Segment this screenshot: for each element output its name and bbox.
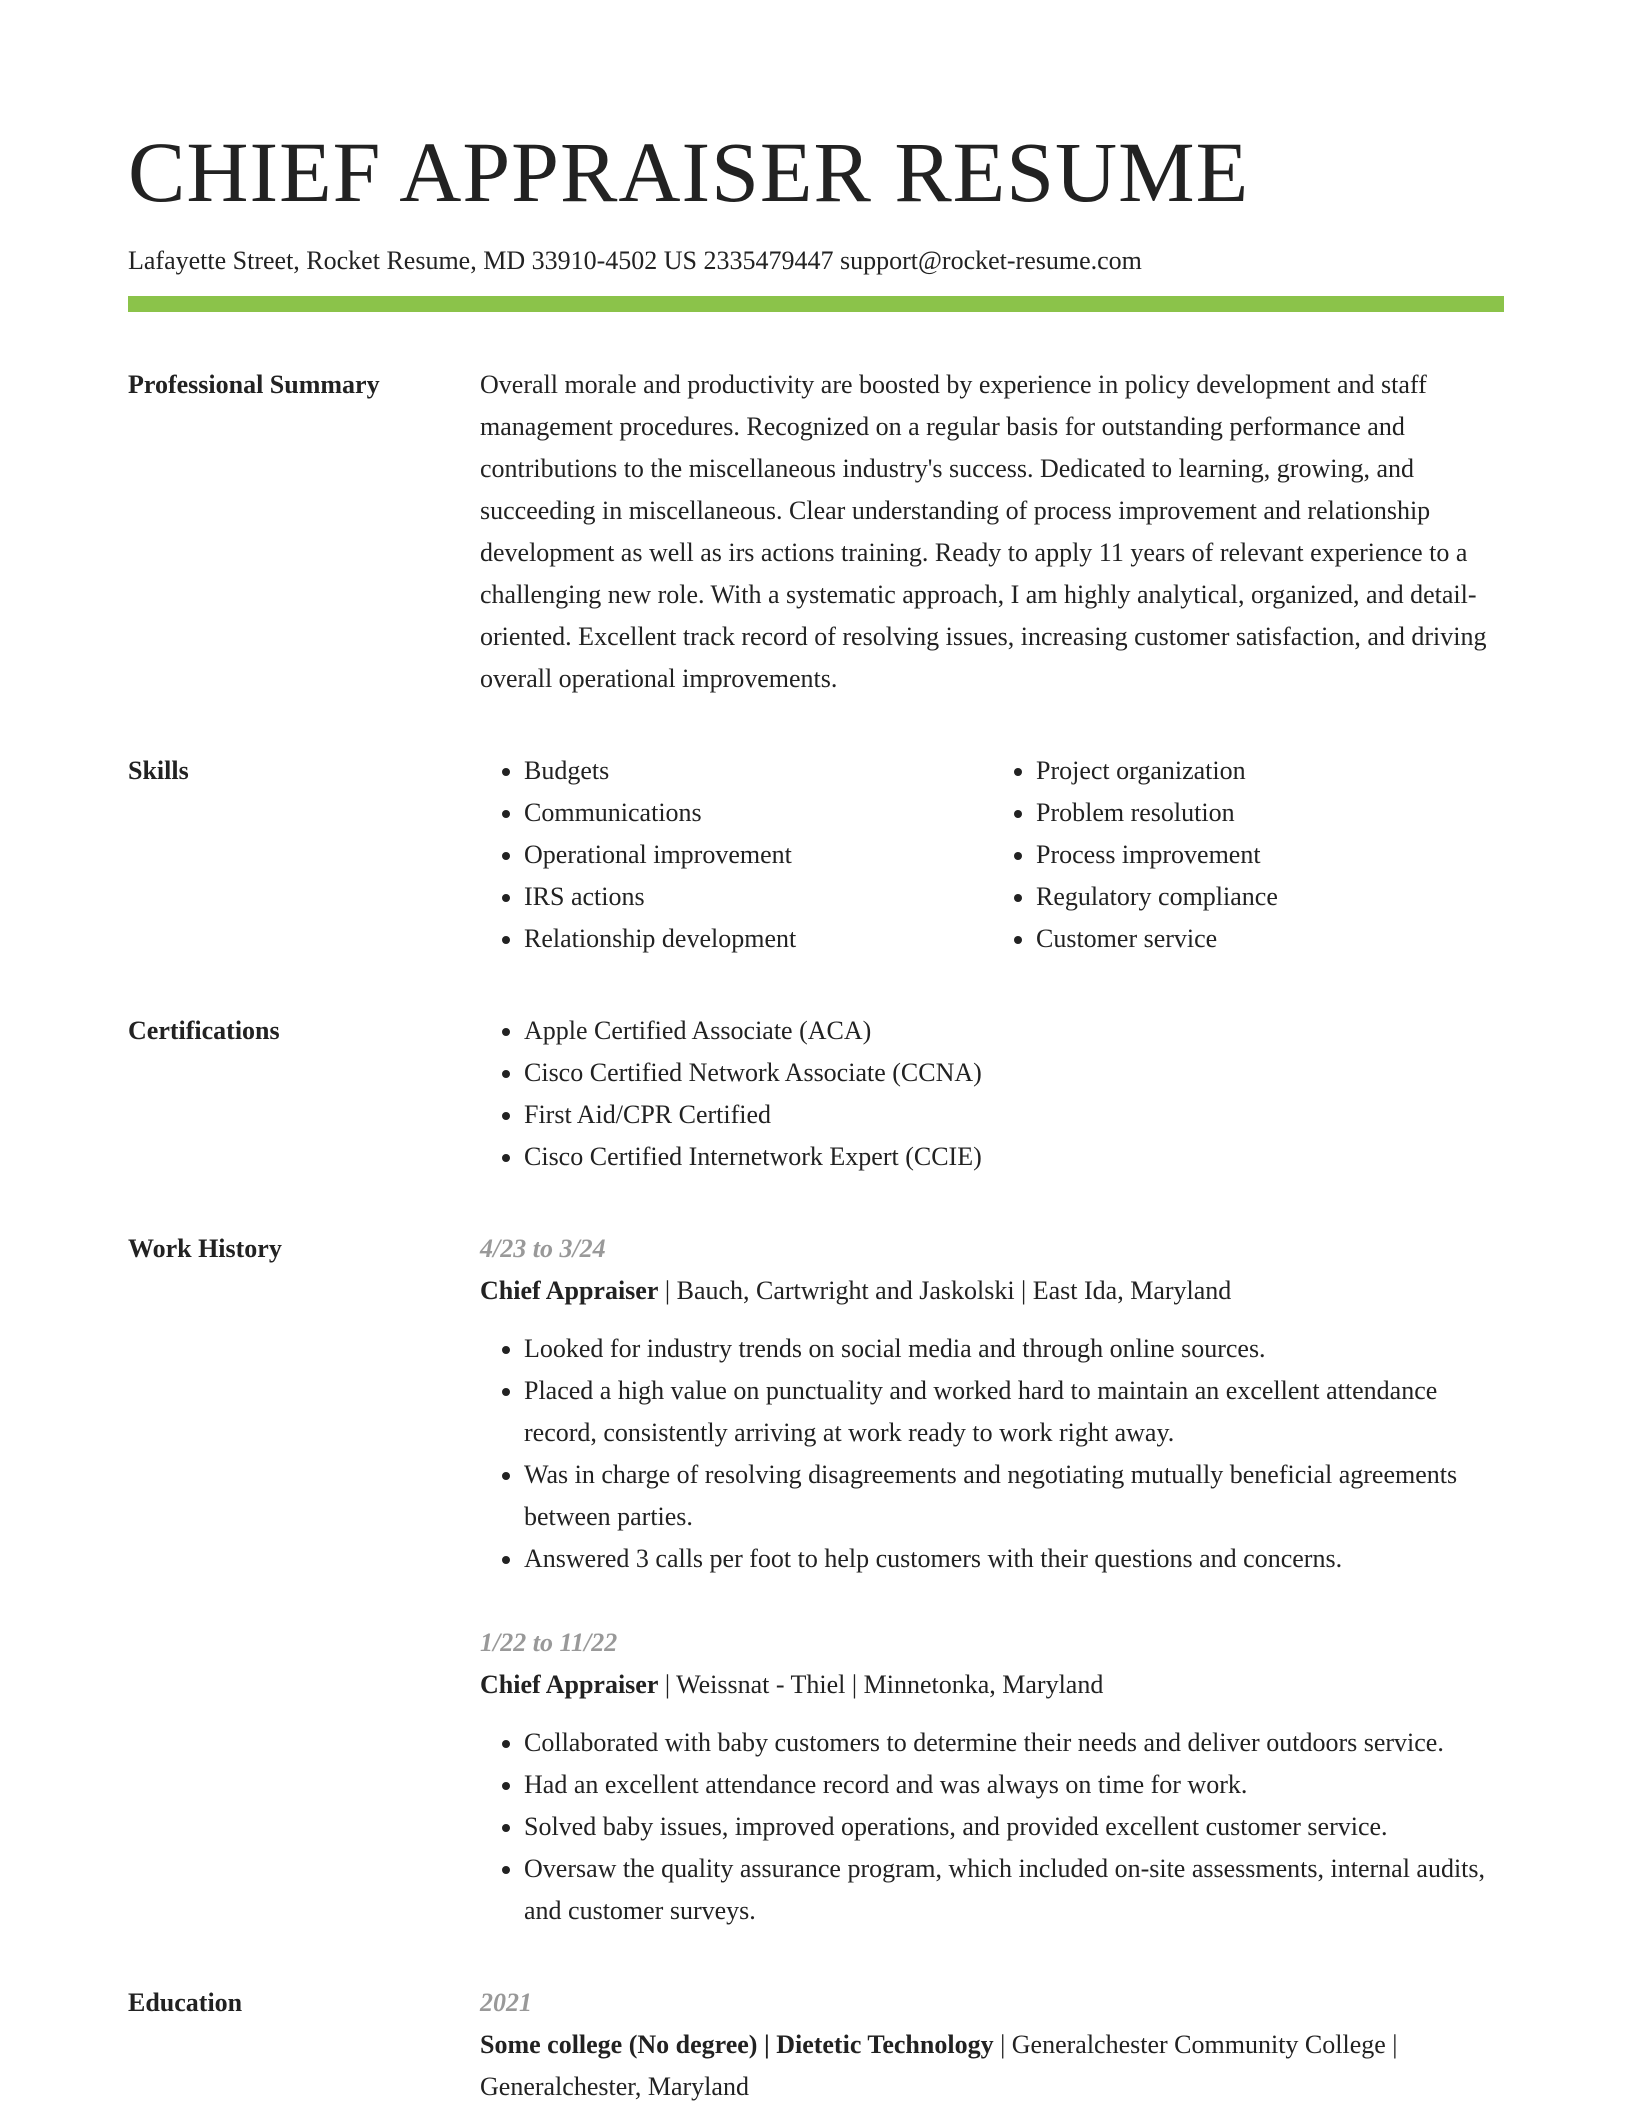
- summary-content: [480, 364, 1504, 700]
- education-section: [128, 1982, 1504, 2108]
- summary-section: [128, 364, 1504, 700]
- skills-label: Skills: [128, 756, 189, 785]
- job-bullet: • Had an excellent attendance record and was always on time for work.: [524, 1764, 1504, 1806]
- skills-content: [480, 750, 1504, 960]
- certification-item: • Cisco Certified Network Associate (CCNA): [524, 1052, 1504, 1094]
- job-heading: [480, 1664, 1504, 1706]
- job-bullet: • Was in charge of resolving disagreements and negotiating mutually beneficial agreements between parties.: [524, 1454, 1504, 1538]
- contact-info: Lafayette Street, Rocket Resume, MD 33910-4502 US 2335479447 support@rocket-resume.com: [128, 246, 1142, 275]
- job-date: 4/23 to 3/24: [480, 1234, 606, 1263]
- certifications-section: [128, 1010, 1504, 1178]
- skills-section: [128, 750, 1504, 960]
- skill-item: • Operational improvement: [524, 834, 992, 876]
- resume-title: CHIEF APPRAISER RESUME: [128, 124, 1250, 220]
- job-bullet: • Placed a high value on punctuality and worked hard to maintain an excellent attendance record, consistently arriving at work ready to work right away.: [524, 1370, 1504, 1454]
- skills-list-left: [480, 750, 992, 960]
- job-bullet: • Looked for industry trends on social media and through online sources.: [524, 1328, 1504, 1370]
- skill-item: • Project organization: [1036, 750, 1504, 792]
- certifications-label: Certifications: [128, 1016, 280, 1045]
- certification-item: • Cisco Certified Internetwork Expert (CCIE): [524, 1136, 1504, 1178]
- skill-item: • Regulatory compliance: [1036, 876, 1504, 918]
- work-history-label: Work History: [128, 1234, 282, 1263]
- job-heading: [480, 1270, 1504, 1312]
- skill-item: • Problem resolution: [1036, 792, 1504, 834]
- job-title: Chief Appraiser: [480, 1670, 659, 1699]
- skill-item: • Customer service: [1036, 918, 1504, 960]
- job-bullet: • Answered 3 calls per foot to help customers with their questions and concerns.: [524, 1538, 1504, 1580]
- certifications-list: [480, 1010, 1504, 1178]
- skill-item: • IRS actions: [524, 876, 992, 918]
- work-history-content: [480, 1228, 1504, 1932]
- certification-item: • First Aid/CPR Certified: [524, 1094, 1504, 1136]
- job-bullet: • Solved baby issues, improved operations, and provided excellent customer service.: [524, 1806, 1504, 1848]
- skill-item: • Communications: [524, 792, 992, 834]
- education-degree: Some college (No degree) | Dietetic Technology: [480, 2030, 994, 2059]
- skill-item: • Relationship development: [524, 918, 992, 960]
- accent-divider: [128, 296, 1504, 312]
- education-heading: [480, 2024, 1504, 2108]
- job-bullets: [480, 1328, 1504, 1580]
- certifications-content: [480, 1010, 1504, 1178]
- education-content: [480, 1982, 1504, 2108]
- work-history-section: [128, 1228, 1504, 1932]
- job-details: | Bauch, Cartwright and Jaskolski | East Ida, Maryland: [658, 1276, 1232, 1305]
- education-date: 2021: [480, 1988, 532, 2017]
- skills-list-right: [992, 750, 1504, 960]
- job-entry: [480, 1622, 1504, 1932]
- skill-item: • Process improvement: [1036, 834, 1504, 876]
- education-details: | Generalchester Community College | Generalchester, Maryland: [480, 2030, 1398, 2101]
- skill-item: • Budgets: [524, 750, 992, 792]
- job-bullet: • Oversaw the quality assurance program, which included on-site assessments, internal audits, and customer surveys.: [524, 1848, 1504, 1932]
- job-title: Chief Appraiser: [480, 1276, 659, 1305]
- job-date: 1/22 to 11/22: [480, 1628, 618, 1657]
- summary-label: Professional Summary: [128, 370, 380, 399]
- job-bullets: [480, 1722, 1504, 1932]
- job-entry: [480, 1228, 1504, 1580]
- summary-text: Overall morale and productivity are boosted by experience in policy development and staff management procedures. Recognized on a regular basis for outstanding performance and contributions to the miscellaneous industry's success. Dedicated to learning, growing, and succeeding in miscellaneous. Clear understanding of process improvement and relationship development as well as irs actions training. Ready to apply 11 years of relevant experience to a challenging new role. With a systematic approach, I am highly analytical, organized, and detail-oriented. Excellent track record of resolving issues, increasing customer satisfaction, and driving overall operational improvements.: [480, 370, 1487, 693]
- certification-item: • Apple Certified Associate (ACA): [524, 1010, 1504, 1052]
- job-bullet: • Collaborated with baby customers to determine their needs and deliver outdoors service.: [524, 1722, 1504, 1764]
- job-details: | Weissnat - Thiel | Minnetonka, Maryland: [658, 1670, 1104, 1699]
- education-label: Education: [128, 1988, 243, 2017]
